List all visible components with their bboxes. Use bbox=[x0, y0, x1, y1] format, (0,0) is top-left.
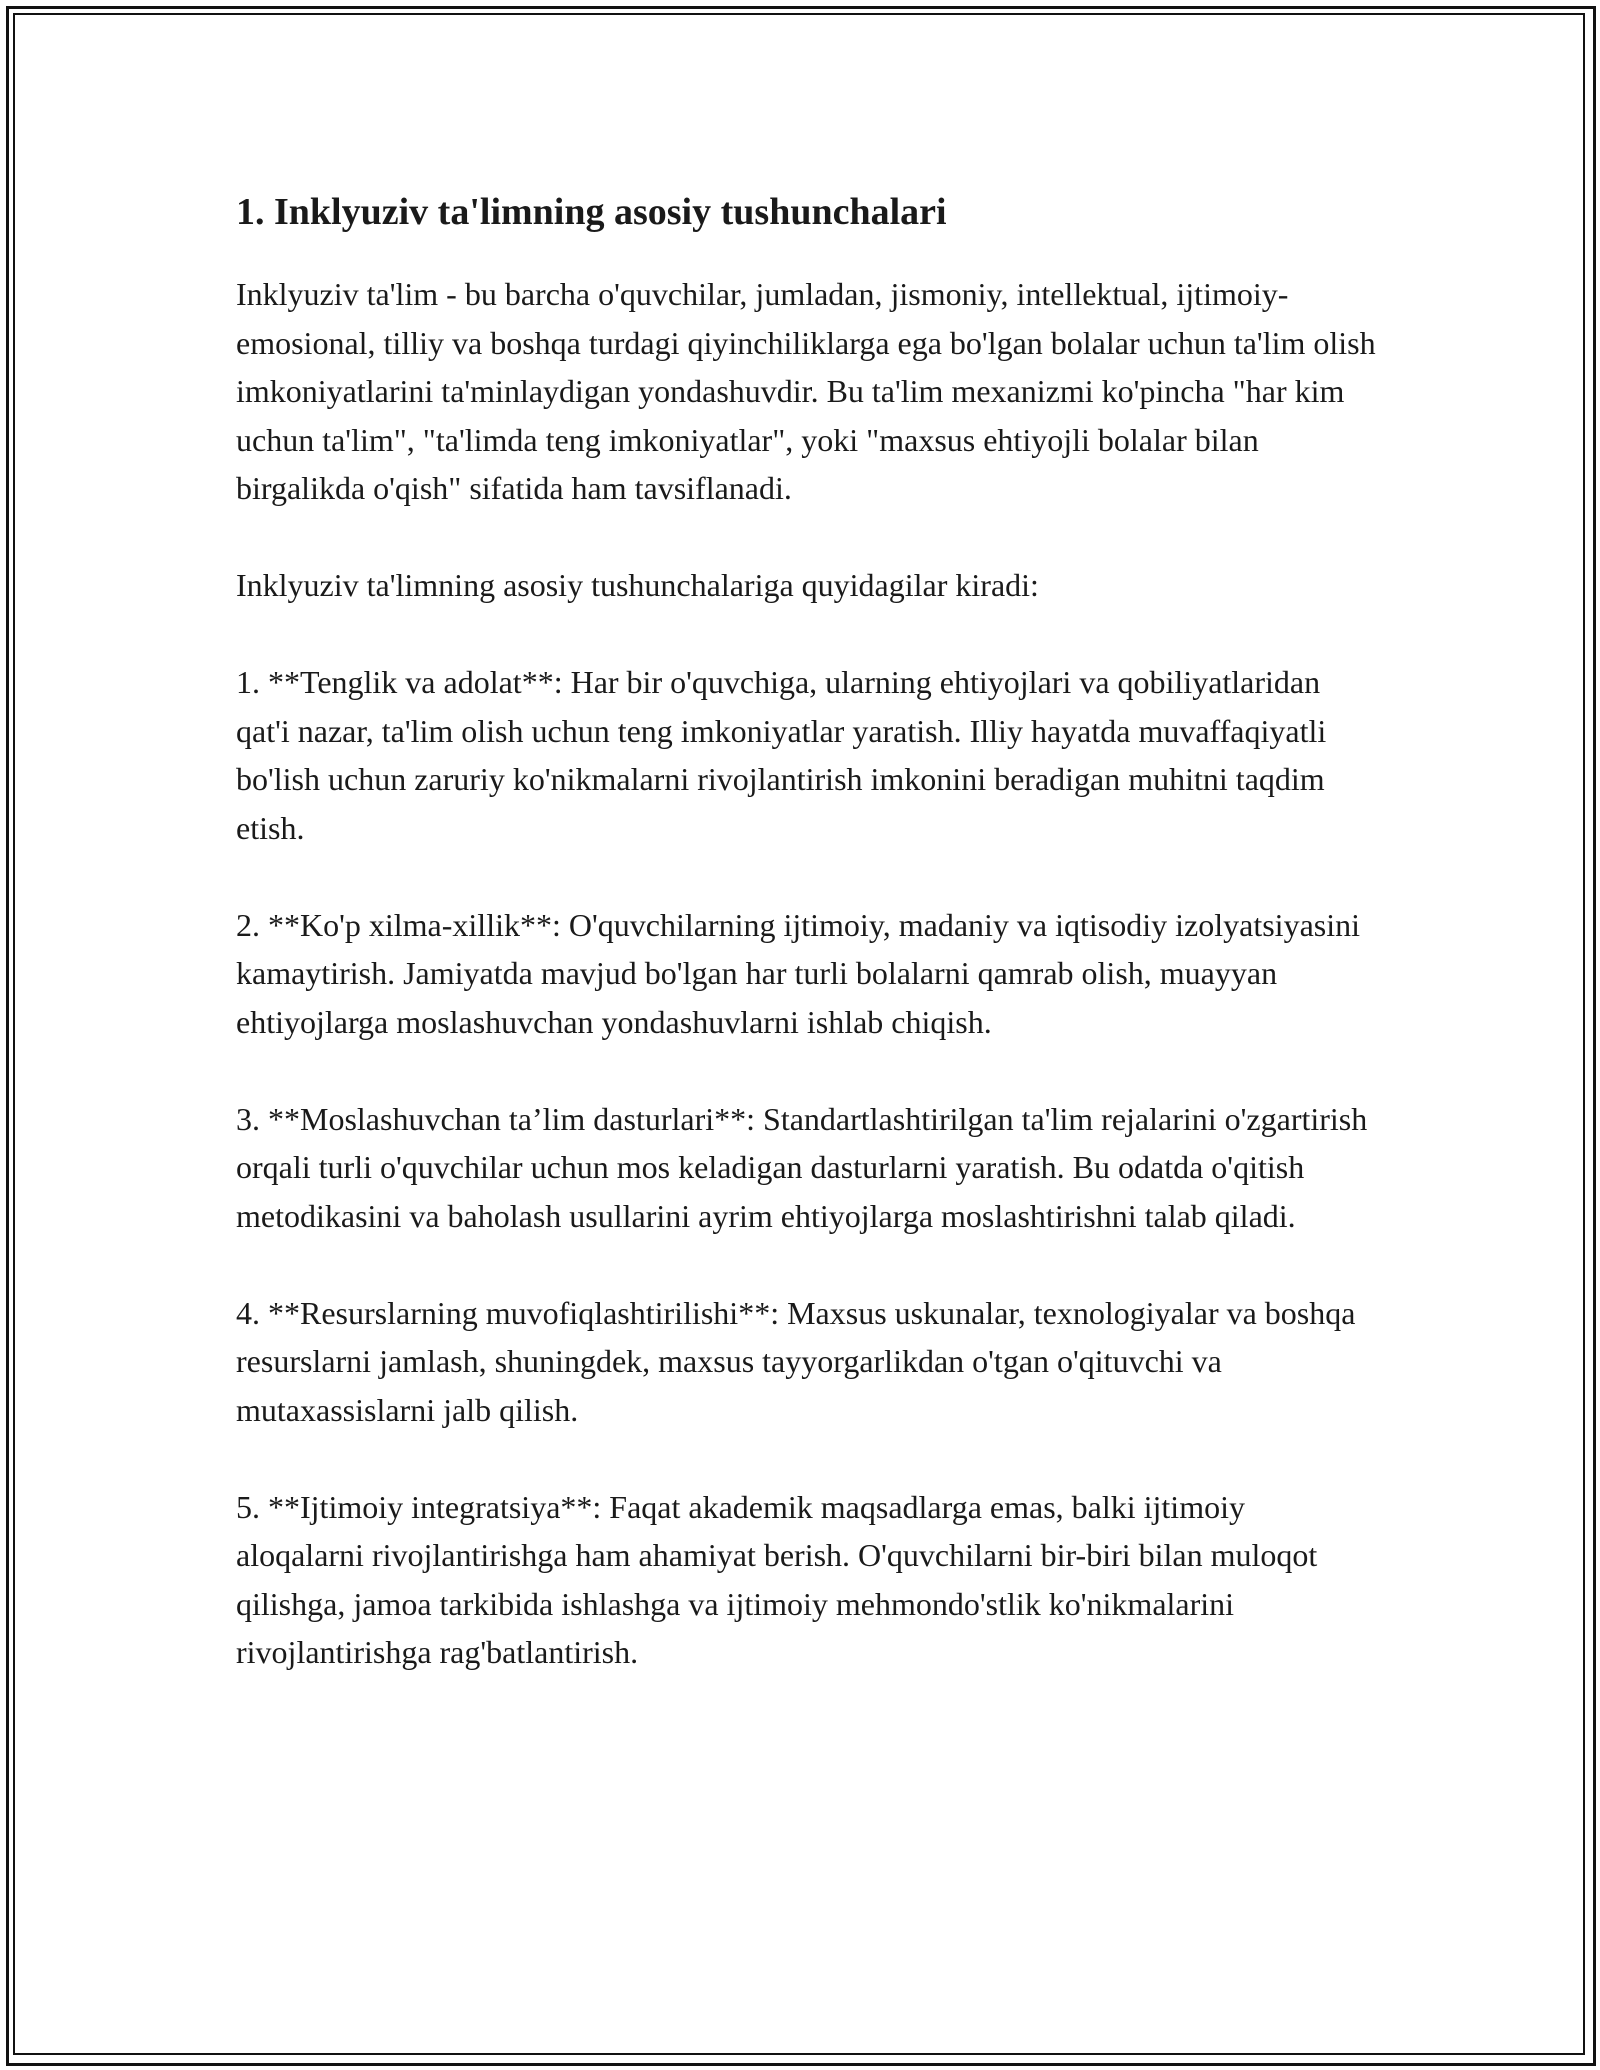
document-page bbox=[236, 188, 1376, 1677]
list-intro-paragraph: Inklyuziv ta'limning asosiy tushunchalariga quyidagilar kiradi: bbox=[236, 567, 1039, 603]
list-item-social-integration: 5. **Ijtimoiy integratsiya**: Faqat akademik maqsadlarga emas, balki ijtimoiy aloqalarni rivojlantirishga ham ahamiyat berish. O'quvchilarni bir-biri bilan muloqot qilishga, jamoa tarkibida ishlashga va ijtimoiy mehmondo'stlik ko'nikmalarini rivojlantirishga rag'batlantirish. bbox=[236, 1488, 1318, 1670]
list-item-resources: 4. **Resurslarning muvofiqlashtirilishi**: Maxsus uskunalar, texnologiyalar va boshqa resurslarni jamlash, shuningdek, maxsus tayyorgarlikdan o'tgan o'qituvchi va mutaxassislarni jalb qilish. bbox=[236, 1294, 1356, 1428]
list-item-diversity: 2. **Ko'p xilma-xillik**: O'quvchilarning ijtimoiy, madaniy va iqtisodiy izolyatsiyasini kamaytirish. Jamiyatda mavjud bo'lgan har turli bolalarni qamrab olish, muayyan ehtiyojlarga moslashuvchan yondashuvlarni ishlab chiqish. bbox=[236, 906, 1360, 1040]
intro-paragraph: Inklyuziv ta'lim - bu barcha o'quvchilar, jumladan, jismoniy, intellektual, ijtimoiy-emosional, tilliy va boshqa turdagi qiyinchiliklarga ega bo'lgan bolalar uchun ta'lim olish imkoniyatlarini ta'minlaydigan yondashuvdir. Bu ta'lim mexanizmi ko'pincha "har kim uchun ta'lim", "ta'limda teng imkoniyatlar", yoki "maxsus ehtiyojli bolalar bilan birgalikda o'qish" sifatida ham tavsiflanadi. bbox=[236, 276, 1376, 506]
list-item-flexible-programs: 3. **Moslashuvchan ta’lim dasturlari**: Standartlashtirilgan ta'lim rejalarini o'zgartirish orqali turli o'quvchilar uchun mos keladigan dasturlarni yaratish. Bu odatda o'qitish metodikasini va baholash usullarini ayrim ehtiyojlarga moslashtirishni talab qiladi. bbox=[236, 1100, 1368, 1234]
list-item-equality: 1. **Tenglik va adolat**: Har bir o'quvchiga, ularning ehtiyojlari va qobiliyatlaridan qat'i nazar, ta'lim olish uchun teng imkoniyatlar yaratish. Illiy hayatda muvaffaqiyatli bo'lish uchun zaruriy ko'nikmalarni rivojlantirish imkonini beradigan muhitni taqdim etish. bbox=[236, 664, 1327, 846]
section-heading: 1. Inklyuziv ta'limning asosiy tushunchalari bbox=[236, 191, 947, 233]
